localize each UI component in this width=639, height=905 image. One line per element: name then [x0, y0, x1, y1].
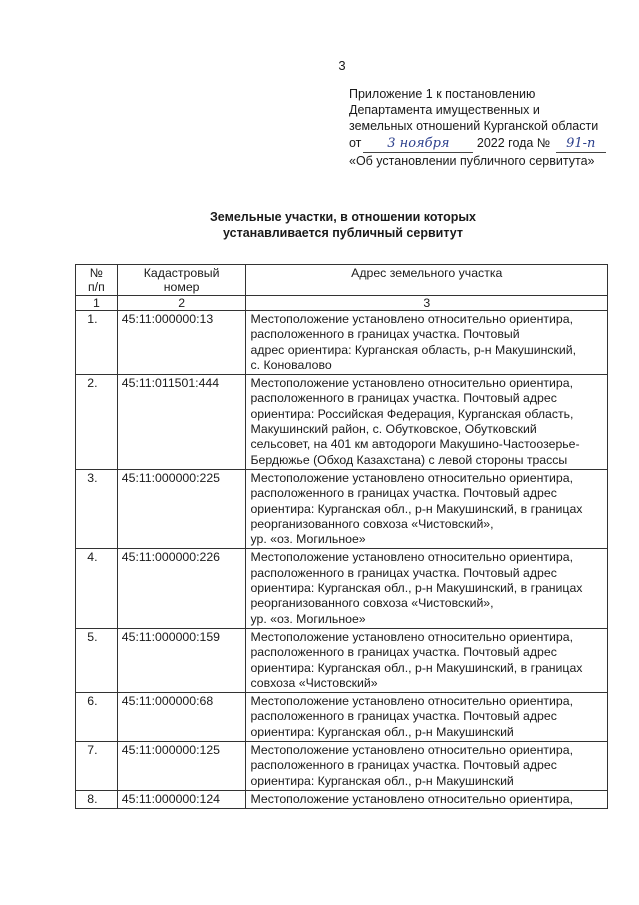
column-index: 3: [246, 296, 608, 311]
plot-address: Местоположение установлено относительно ориентира, расположенного в границах участка. Почтовый адрес ориентира: Российская Федерация, Курганская область, Макушинский район, с. Обутковское, Обутковский сельсовет, на 401 км автодороги Макушино-Частоозерье- Бердюжье (Обход Казахстана) с левой стороны трассы: [246, 375, 608, 470]
cadastral-number: 45:11:000000:225: [117, 469, 246, 548]
table-row: [76, 375, 608, 470]
table-row: [76, 742, 608, 791]
table-row: [76, 693, 608, 742]
row-number: 8.: [76, 790, 118, 808]
appendix-line-3: земельных отношений Курганской области: [349, 119, 599, 134]
cadastral-number: 45:11:000000:124: [117, 790, 246, 808]
cadastral-number: 45:11:000000:125: [117, 742, 246, 791]
row-number: 6.: [76, 693, 118, 742]
plot-address: Местоположение установлено относительно ориентира, расположенного в границах участка. Почтовый адрес ориентира: Курганская обл., р-н Макушинский, в границах реорганизованного совхоза «Чистовский», ур. «оз. Могильное»: [246, 469, 608, 548]
header-number: № п/п: [76, 265, 118, 296]
title-line-2: устанавливается публичный сервитут: [223, 226, 463, 240]
table-header-row: [76, 265, 608, 296]
plot-address: Местоположение установлено относительно ориентира, расположенного в границах участка. Почтовый адрес ориентира: Курганская обл., р-н Макушинский, в границах совхоза «Чистовский»: [246, 628, 608, 692]
cadastral-number: 45:11:000000:68: [117, 693, 246, 742]
appendix-header: [349, 86, 619, 169]
document-title: [150, 209, 536, 241]
cadastral-number: 45:11:011501:444: [117, 375, 246, 470]
date-prefix: от: [349, 135, 362, 150]
row-number: 7.: [76, 742, 118, 791]
column-index: 2: [117, 296, 246, 311]
cadastral-number: 45:11:000000:13: [117, 311, 246, 375]
row-number: 1.: [76, 311, 118, 375]
handwritten-date: 3 ноября: [363, 136, 473, 153]
plot-address: Местоположение установлено относительно ориентира,: [246, 790, 608, 808]
appendix-line-5: «Об установлении публичного сервитута»: [349, 153, 595, 168]
table-row: [76, 311, 608, 375]
appendix-date-line: [349, 135, 619, 153]
row-number: 5.: [76, 628, 118, 692]
table-row: [76, 549, 608, 628]
cadastral-number: 45:11:000000:226: [117, 549, 246, 628]
row-number: 4.: [76, 549, 118, 628]
row-number: 2.: [76, 375, 118, 470]
plot-address: Местоположение установлено относительно ориентира, расположенного в границах участка. Почтовый адрес ориентира: Курганская обл., р-н Макушинский: [246, 693, 608, 742]
table-row: [76, 790, 608, 808]
cadastral-number: 45:11:000000:159: [117, 628, 246, 692]
header-address: Адрес земельного участка: [246, 265, 608, 296]
page-number: 3: [338, 58, 346, 73]
column-index: 1: [76, 296, 118, 311]
table-row: [76, 628, 608, 692]
plot-address: Местоположение установлено относительно ориентира, расположенного в границах участка. Почтовый адрес ориентира: Курганская обл., р-н Макушинский, в границах реорганизованного совхоза «Чистовский», ур. «оз. Могильное»: [246, 549, 608, 628]
appendix-line-2: Департамента имущественных и: [349, 103, 540, 118]
header-cadastral: Кадастровый номер: [117, 265, 246, 296]
date-suffix: 2022 года №: [476, 135, 551, 150]
handwritten-number: 91-п: [556, 136, 606, 153]
land-plots-table: [75, 264, 608, 809]
appendix-line-1: Приложение 1 к постановлению: [349, 87, 536, 101]
title-line-1: Земельные участки, в отношении которых: [209, 210, 477, 224]
plot-address: Местоположение установлено относительно ориентира, расположенного в границах участка. Почтовый адрес ориентира: Курганская область, р-н Макушинский, с. Коновалово: [246, 311, 608, 375]
row-number: 3.: [76, 469, 118, 548]
plot-address: Местоположение установлено относительно ориентира, расположенного в границах участка. Почтовый адрес ориентира: Курганская обл., р-н Макушинский: [246, 742, 608, 791]
table-row: [76, 469, 608, 548]
column-index-row: [76, 296, 608, 311]
